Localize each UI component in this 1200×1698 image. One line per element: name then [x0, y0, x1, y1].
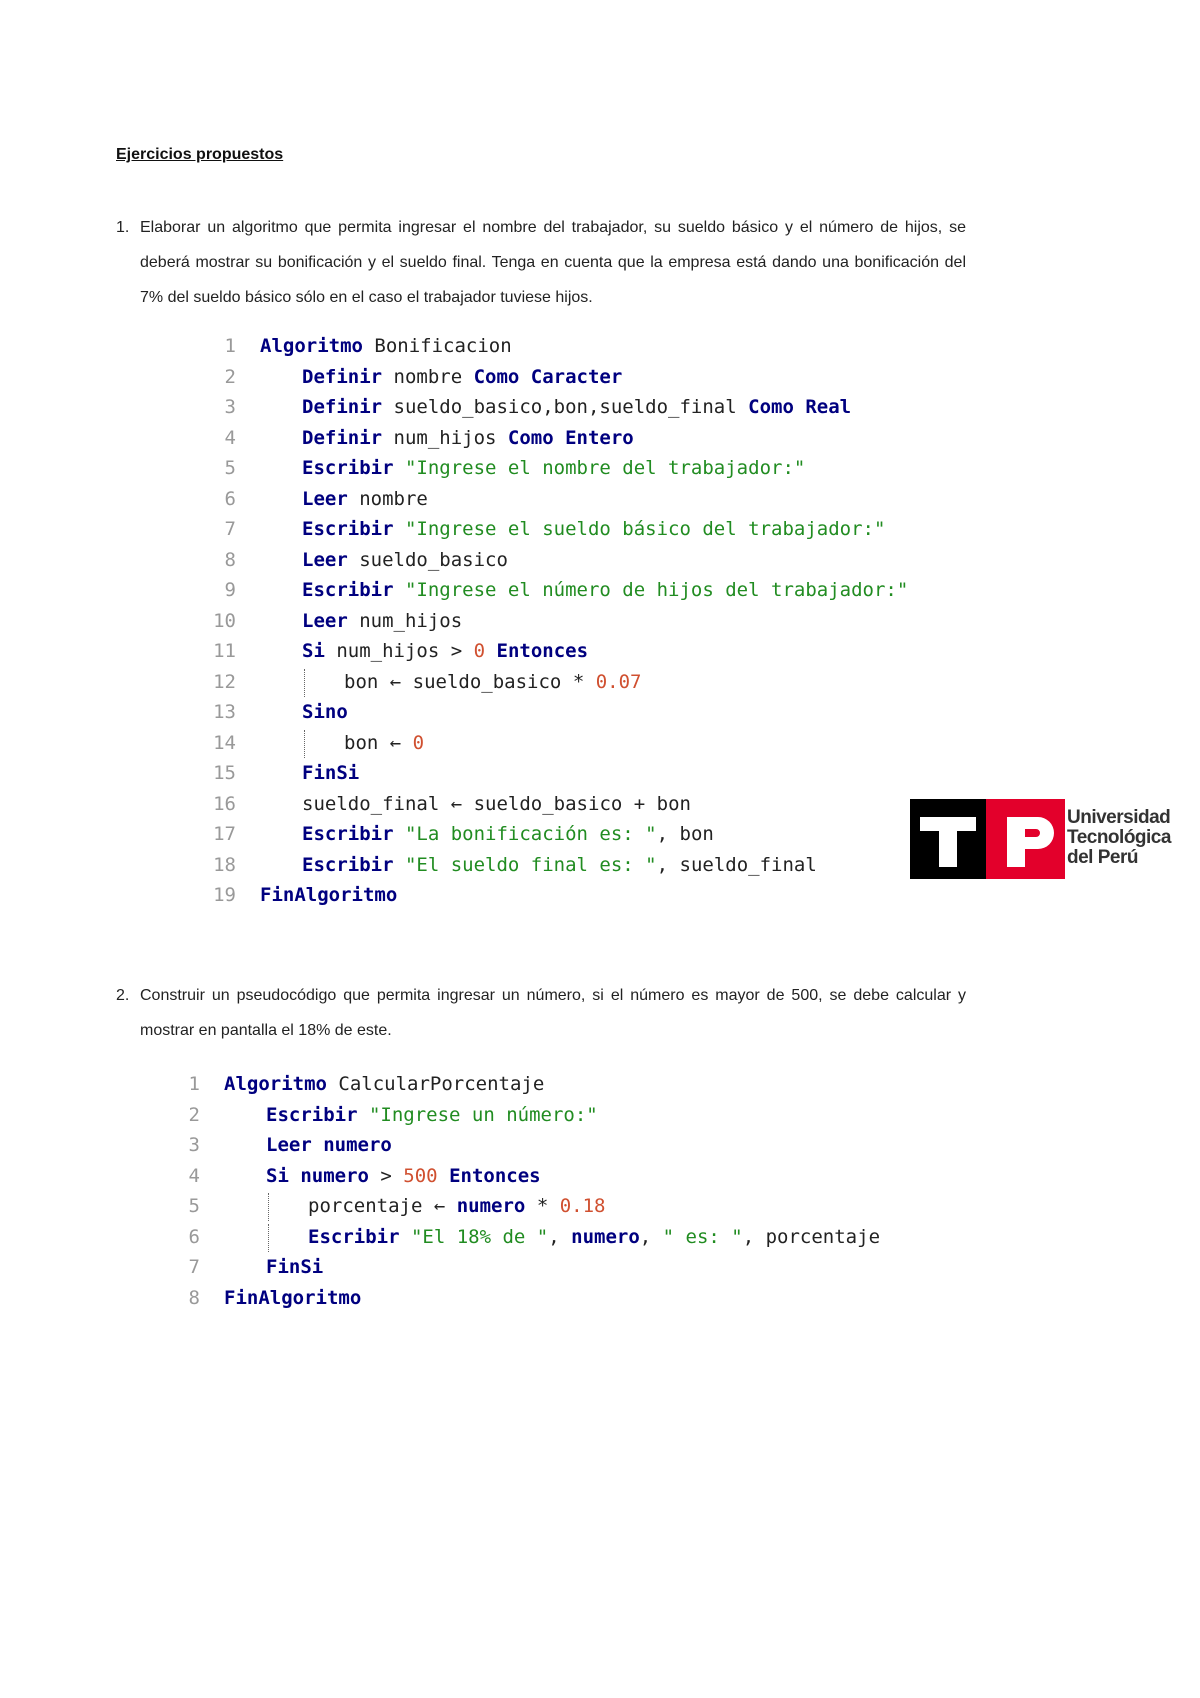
code-token: Escribir — [266, 1103, 358, 1126]
line-number: 8 — [188, 1286, 200, 1309]
code-token: , — [639, 1225, 663, 1248]
line-number: 14 — [213, 731, 236, 754]
code-token: 0.07 — [595, 670, 642, 693]
code-token: Definir — [302, 365, 383, 388]
logo-text-line1: Universidad — [1067, 807, 1171, 828]
line-number: 13 — [213, 701, 236, 723]
code-token: FinAlgoritmo — [260, 884, 398, 906]
code-token: "El 18% de " — [399, 1225, 549, 1248]
code-content — [260, 880, 397, 911]
code-content — [302, 636, 588, 667]
code-token: FinAlgoritmo — [224, 1286, 362, 1309]
code-content — [266, 1161, 541, 1192]
code-token: Escribir — [308, 1225, 400, 1248]
line-number: 2 — [224, 365, 236, 388]
code-content — [302, 545, 508, 576]
line-number: 6 — [188, 1225, 200, 1248]
code-token: Leer — [302, 609, 348, 632]
line-number: 11 — [213, 640, 236, 662]
code-token: num_hijos — [347, 609, 463, 632]
code-token: 0 — [412, 731, 425, 754]
code-content — [266, 1252, 323, 1283]
code-token: * — [572, 670, 596, 693]
code-content — [302, 819, 714, 850]
block-guide — [268, 1193, 269, 1221]
code-token: numero — [456, 1195, 526, 1217]
code-token: sueldo_basico,bon,sueldo_final — [382, 396, 749, 418]
code-token: nombre — [382, 365, 474, 388]
block-guide — [304, 730, 305, 758]
code-token: Si — [302, 640, 325, 662]
code-token: Escribir — [302, 823, 394, 845]
code-token: numero — [311, 1134, 392, 1156]
code-content — [302, 392, 851, 423]
code-token: 0.18 — [559, 1195, 606, 1217]
code-content — [302, 850, 817, 881]
code-token: " es: " — [662, 1225, 743, 1248]
code-token: Escribir — [302, 457, 394, 479]
line-number: 4 — [188, 1164, 200, 1187]
exercise-1 — [116, 210, 966, 315]
line-number: 7 — [188, 1256, 200, 1278]
code-content — [302, 453, 805, 484]
code-token: ← — [389, 670, 413, 693]
code-token: numero — [288, 1164, 381, 1187]
line-number: 16 — [213, 792, 236, 815]
code-content — [308, 1191, 605, 1222]
code-token: Sino — [302, 701, 348, 723]
code-token: Entonces — [485, 640, 589, 662]
code-content — [266, 1130, 392, 1161]
code-token: nombre — [347, 487, 428, 510]
code-content — [224, 1283, 361, 1314]
code-token: , sueldo_final — [656, 853, 817, 876]
code-token: sueldo_basico — [473, 792, 634, 815]
code-token: Como Real — [748, 396, 852, 418]
code-token: porcentaje — [308, 1195, 434, 1217]
line-number: 5 — [224, 457, 236, 479]
line-number: 10 — [213, 609, 236, 632]
code-content — [302, 789, 691, 820]
code-token: num_hijos — [324, 640, 451, 662]
code-token: sueldo_final — [302, 792, 451, 815]
code-token: bon — [344, 670, 390, 693]
code-content — [302, 606, 462, 637]
code-token: Entonces — [437, 1164, 541, 1187]
code-token: CalcularPorcentaje — [326, 1073, 545, 1095]
line-number: 15 — [213, 762, 236, 784]
code-content — [302, 484, 428, 515]
code-content — [266, 1100, 598, 1131]
code-token: numero — [571, 1225, 640, 1248]
code-token: Leer — [302, 487, 348, 510]
line-number: 2 — [188, 1103, 200, 1126]
line-number: 7 — [224, 518, 236, 540]
line-number: 1 — [224, 335, 236, 357]
line-number: 6 — [224, 487, 236, 510]
code-token: "Ingrese un número:" — [357, 1103, 598, 1126]
line-number: 19 — [213, 884, 236, 906]
code-token: FinSi — [266, 1256, 324, 1278]
block-guide — [268, 1224, 269, 1252]
code-token: Escribir — [302, 853, 394, 876]
code-token: ← — [389, 731, 413, 754]
line-number: 1 — [188, 1073, 200, 1095]
code-token: ← — [433, 1195, 457, 1217]
exercise-2-text: Construir un pseudocódigo que permita ingresar un número, si el número es mayor de 500, se debe calcular y mostrar en pantalla el 18% de este. — [140, 987, 966, 1039]
code-token: Escribir — [302, 518, 394, 540]
code-token: Definir — [302, 426, 383, 449]
code-content — [224, 1069, 544, 1100]
exercise-2-number: 2. — [116, 987, 130, 1004]
code-content — [302, 514, 885, 545]
code-token: + — [633, 792, 657, 815]
code-token: , porcentaje — [742, 1225, 881, 1248]
code-token: * — [525, 1195, 560, 1217]
code-token: 500 — [403, 1164, 438, 1187]
line-number: 4 — [224, 426, 236, 449]
code-content — [302, 423, 634, 454]
code-content — [302, 758, 359, 789]
code-token: bon — [344, 731, 390, 754]
logo-text-line2: Tecnológica — [1067, 827, 1171, 848]
code-token: > — [380, 1164, 404, 1187]
code-token: > — [450, 640, 474, 662]
line-number: 9 — [224, 579, 236, 601]
code-token: Escribir — [302, 579, 394, 601]
line-number: 3 — [224, 396, 236, 418]
code-token: , bon — [656, 823, 714, 845]
code-token: Algoritmo — [224, 1073, 327, 1095]
code-content — [344, 728, 424, 759]
exercise-1-text: Elaborar un algoritmo que permita ingresar el nombre del trabajador, su sueldo básico y el número de hijos, se deberá mostrar su bonificación y el sueldo final. Tenga en cuenta que la empresa está dando una bonificación del 7% del sueldo básico sólo en el caso el trabajador tuviese hijos. — [140, 219, 966, 306]
utp-logo-text — [1067, 808, 1171, 868]
block-guide — [304, 669, 305, 697]
code-token: sueldo_basico — [347, 548, 508, 571]
code-token: Definir — [302, 396, 383, 418]
line-number: 17 — [213, 823, 236, 845]
code-token: Como Caracter — [473, 365, 623, 388]
code-token: "La bonificación es: " — [393, 823, 657, 845]
code-token: Bonificacion — [362, 335, 512, 357]
code-content — [302, 697, 348, 728]
code-token: Leer — [302, 548, 348, 571]
code-token: Si — [266, 1164, 289, 1187]
code-token: "El sueldo final es: " — [393, 853, 657, 876]
code-token: ← — [450, 792, 474, 815]
exercise-1-number: 1. — [116, 219, 130, 236]
line-number: 5 — [188, 1195, 200, 1217]
code-token: Leer — [266, 1134, 312, 1156]
code-token: sueldo_basico — [412, 670, 573, 693]
code-content — [344, 667, 641, 698]
exercise-2 — [116, 978, 966, 1048]
line-number: 18 — [213, 853, 236, 876]
code-token: 0 — [473, 640, 486, 662]
code-token: Algoritmo — [260, 335, 363, 357]
code-token: "Ingrese el nombre del trabajador:" — [393, 457, 806, 479]
code-content — [260, 331, 512, 362]
code-token: bon — [656, 792, 691, 815]
code-content — [308, 1222, 880, 1253]
code-token: num_hijos — [382, 426, 508, 449]
code-content — [302, 575, 908, 606]
line-number: 12 — [213, 670, 236, 693]
code-token: "Ingrese el sueldo básico del trabajador:" — [393, 518, 886, 540]
code-token: "Ingrese el número de hijos del trabajador:" — [393, 579, 909, 601]
code-token: FinSi — [302, 762, 360, 784]
section-heading: Ejercicios propuestos — [116, 146, 284, 163]
line-number: 8 — [224, 548, 236, 571]
logo-text-line3: del Perú — [1067, 847, 1138, 868]
code-content — [302, 362, 622, 393]
code-token: , — [548, 1225, 572, 1248]
line-number: 3 — [188, 1134, 200, 1156]
code-token: Como Entero — [507, 426, 634, 449]
